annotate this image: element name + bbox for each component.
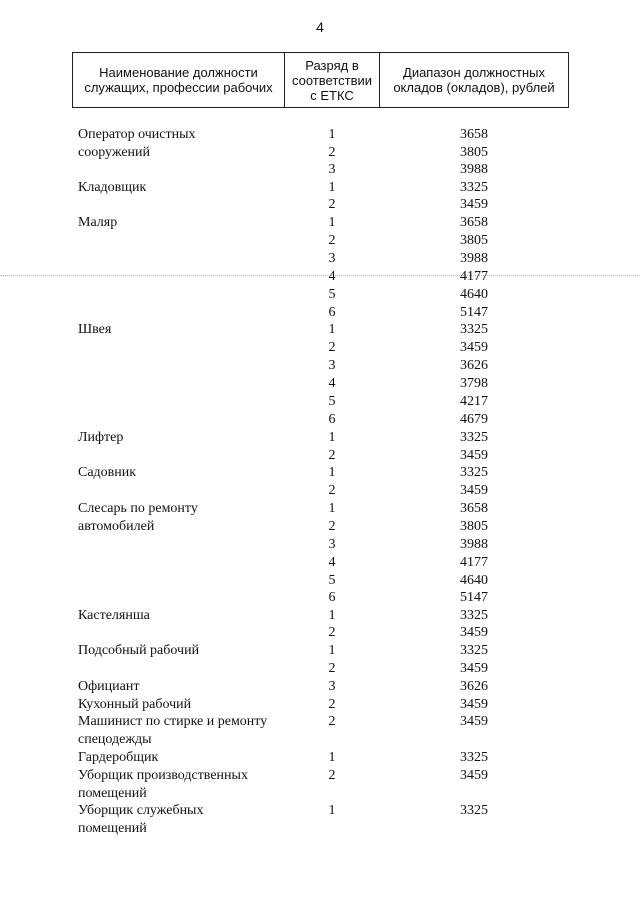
- grade-value: 2: [328, 145, 336, 160]
- grade-value: 5: [328, 394, 336, 409]
- salary-value: 3626: [460, 358, 488, 373]
- table-row: [0, 464, 640, 482]
- grade-value: 1: [328, 465, 336, 480]
- salary-value: 3325: [460, 465, 488, 480]
- salary-value: 3325: [460, 750, 488, 765]
- table-row: [0, 802, 640, 820]
- position-name: Гардеробщик: [78, 750, 159, 765]
- table-row: [0, 607, 640, 625]
- salary-value: 3658: [460, 127, 488, 142]
- grade-value: 3: [328, 251, 336, 266]
- table-row: [0, 339, 640, 357]
- position-name: Кухонный рабочий: [78, 697, 192, 712]
- salary-value: 3805: [460, 145, 488, 160]
- table-row: [0, 518, 640, 536]
- grade-value: 3: [328, 358, 336, 373]
- table-row: [0, 250, 640, 268]
- table-row: [0, 500, 640, 518]
- salary-value: 4640: [460, 573, 488, 588]
- salary-value: 3325: [460, 322, 488, 337]
- position-name: Слесарь по ремонту: [78, 501, 198, 516]
- grade-value: 2: [328, 519, 336, 534]
- salary-value: 3805: [460, 233, 488, 248]
- table-row: [0, 429, 640, 447]
- position-name: Маляр: [78, 215, 118, 230]
- grade-value: 1: [328, 430, 336, 445]
- salary-value: 3325: [460, 803, 488, 818]
- grade-value: 5: [328, 573, 336, 588]
- table-row: [0, 286, 640, 304]
- position-name: Подсобный рабочий: [78, 643, 200, 658]
- table-header: [72, 52, 569, 108]
- table-row: [0, 393, 640, 411]
- grade-value: 2: [328, 448, 336, 463]
- position-name: Садовник: [78, 465, 137, 480]
- grade-value: 2: [328, 768, 336, 783]
- position-name: Машинист по стирке и ремонту: [78, 714, 268, 729]
- grade-value: 1: [328, 803, 336, 818]
- table-row: [0, 696, 640, 714]
- grade-value: 1: [328, 215, 336, 230]
- position-name: сооружений: [78, 145, 151, 160]
- grade-value: 1: [328, 180, 336, 195]
- salary-value: 3459: [460, 697, 488, 712]
- table-row: [0, 321, 640, 339]
- table-row: [0, 447, 640, 465]
- salary-value: 3325: [460, 643, 488, 658]
- position-name: Оператор очистных: [78, 127, 196, 142]
- header-salary-range: Диапазон должностных окладов (окладов), рублей: [393, 65, 555, 95]
- salary-value: 3805: [460, 519, 488, 534]
- salary-value: 3325: [460, 180, 488, 195]
- header-position-name: Наименование должности служащих, профессии рабочих: [73, 53, 285, 107]
- grade-value: 4: [328, 269, 336, 284]
- table-row: [0, 126, 640, 144]
- salary-value: 3798: [460, 376, 488, 391]
- grade-value: 6: [328, 412, 336, 427]
- salary-value: 3459: [460, 661, 488, 676]
- grade-value: 2: [328, 233, 336, 248]
- salary-value: 3658: [460, 501, 488, 516]
- grade-value: 2: [328, 697, 336, 712]
- table-row: [0, 536, 640, 554]
- table-row: [0, 642, 640, 660]
- page-number: 4: [316, 19, 324, 35]
- grade-value: 6: [328, 590, 336, 605]
- table-row: [0, 624, 640, 642]
- position-name: помещений: [78, 786, 147, 801]
- table-row: [0, 678, 640, 696]
- grade-value: 4: [328, 376, 336, 391]
- grade-value: 2: [328, 197, 336, 212]
- table-row: [0, 589, 640, 607]
- salary-value: 3459: [460, 197, 488, 212]
- table-row: [0, 820, 640, 838]
- table-row: [0, 554, 640, 572]
- salary-value: 3459: [460, 448, 488, 463]
- salary-value: 5147: [460, 590, 488, 605]
- grade-value: 2: [328, 714, 336, 729]
- position-name: автомобилей: [78, 519, 155, 534]
- grade-value: 1: [328, 322, 336, 337]
- table-row: [0, 749, 640, 767]
- grade-value: 6: [328, 305, 336, 320]
- table-row: [0, 375, 640, 393]
- grade-value: 2: [328, 483, 336, 498]
- grade-value: 3: [328, 162, 336, 177]
- salary-value: 3658: [460, 215, 488, 230]
- salary-value: 3988: [460, 251, 488, 266]
- position-name: спецодежды: [78, 732, 152, 747]
- grade-value: 2: [328, 625, 336, 640]
- salary-value: 4679: [460, 412, 488, 427]
- salary-value: 4217: [460, 394, 488, 409]
- grade-value: 3: [328, 537, 336, 552]
- table-row: [0, 357, 640, 375]
- table-row: [0, 785, 640, 803]
- table-row: [0, 161, 640, 179]
- salary-value: 3459: [460, 483, 488, 498]
- position-name: Кастелянша: [78, 608, 150, 623]
- table-row: [0, 660, 640, 678]
- grade-value: 2: [328, 340, 336, 355]
- table-row: [0, 572, 640, 590]
- position-name: Лифтер: [78, 430, 124, 445]
- grade-value: 1: [328, 750, 336, 765]
- table-row: [0, 232, 640, 250]
- salary-value: 3626: [460, 679, 488, 694]
- grade-value: 4: [328, 555, 336, 570]
- grade-value: 2: [328, 661, 336, 676]
- table-row: [0, 214, 640, 232]
- position-name: помещений: [78, 821, 147, 836]
- table-row: [0, 304, 640, 322]
- salary-value: 3988: [460, 537, 488, 552]
- grade-value: 1: [328, 643, 336, 658]
- salary-value: 4640: [460, 287, 488, 302]
- salary-value: 3459: [460, 625, 488, 640]
- grade-value: 1: [328, 608, 336, 623]
- position-name: Кладовщик: [78, 180, 147, 195]
- position-name: Уборщик служебных: [78, 803, 204, 818]
- position-name: Швея: [78, 322, 112, 337]
- table-row: [0, 179, 640, 197]
- grade-value: 1: [328, 127, 336, 142]
- salary-value: 3325: [460, 430, 488, 445]
- salary-value: 3988: [460, 162, 488, 177]
- position-name: Официант: [78, 679, 140, 694]
- salary-value: 3459: [460, 714, 488, 729]
- salary-value: 5147: [460, 305, 488, 320]
- salary-value: 4177: [460, 555, 488, 570]
- table-row: [0, 731, 640, 749]
- position-name: Уборщик производственных: [78, 768, 248, 783]
- grade-value: 3: [328, 679, 336, 694]
- salary-value: 3459: [460, 340, 488, 355]
- grade-value: 1: [328, 501, 336, 516]
- table-row: [0, 713, 640, 731]
- table-row: [0, 144, 640, 162]
- salary-value: 3325: [460, 608, 488, 623]
- table-row: [0, 411, 640, 429]
- table-row: [0, 196, 640, 214]
- salary-value: 3459: [460, 768, 488, 783]
- table-row: [0, 268, 640, 286]
- header-grade: Разряд в соответствии с ЕТКС: [285, 53, 380, 107]
- grade-value: 5: [328, 287, 336, 302]
- salary-value: 4177: [460, 269, 488, 284]
- table-row: [0, 482, 640, 500]
- table-row: [0, 767, 640, 785]
